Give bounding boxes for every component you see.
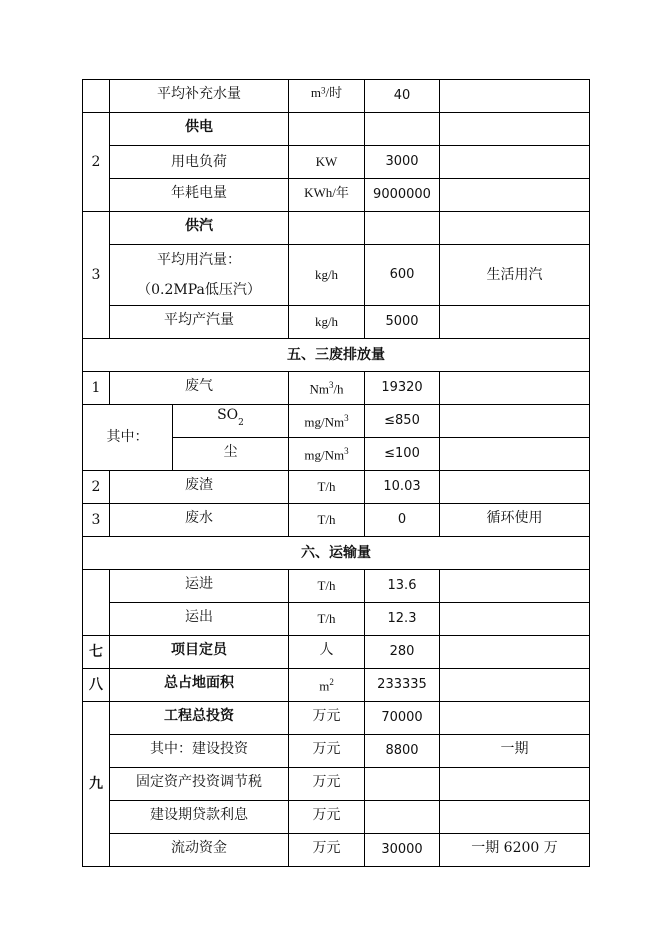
value-cell: 70000	[365, 702, 440, 735]
section-heading: 六、运输量	[83, 537, 590, 570]
unit-cell: 万元	[289, 801, 365, 834]
note-cell	[440, 603, 590, 636]
section-heading: 五、三废排放量	[83, 339, 590, 372]
note-cell	[440, 471, 590, 504]
note-cell	[440, 702, 590, 735]
sub-item-label: 其中：	[83, 405, 173, 471]
item-label: 用电负荷	[110, 146, 289, 179]
row-number	[83, 80, 110, 113]
table-row	[83, 212, 590, 245]
note-cell	[440, 113, 590, 146]
unit-cell: KW	[289, 146, 365, 179]
note-cell: 循环使用	[440, 504, 590, 537]
table-row	[83, 146, 590, 179]
value-cell: 30000	[365, 834, 440, 867]
table-row	[83, 245, 590, 306]
unit-cell: 万元	[289, 702, 365, 735]
unit-cell: mg/Nm$^3$	[289, 405, 365, 438]
note-cell	[440, 801, 590, 834]
value-cell: ≤850	[365, 405, 440, 438]
note-cell	[440, 438, 590, 471]
note-cell	[440, 179, 590, 212]
value-cell: 3000	[365, 146, 440, 179]
unit-cell: 万元	[289, 768, 365, 801]
unit-cell: T/h	[289, 603, 365, 636]
unit-cell: T/h	[289, 504, 365, 537]
note-cell: 一期	[440, 735, 590, 768]
item-label: 尘	[173, 438, 289, 471]
item-label: 平均用汽量： （0.2MPa低压汽）	[110, 245, 289, 306]
data-table	[82, 79, 590, 867]
group-heading: 供电	[110, 113, 289, 146]
item-label: 废水	[110, 504, 289, 537]
item-label: $SO_2$	[173, 405, 289, 438]
unit-cell: KWh/年	[289, 179, 365, 212]
item-label: 其中：建设投资	[110, 735, 289, 768]
table-row	[83, 537, 590, 570]
value-cell	[365, 113, 440, 146]
unit-cell: T/h	[289, 570, 365, 603]
value-cell: 600	[365, 245, 440, 306]
unit-cell: 万元	[289, 834, 365, 867]
item-label: 工程总投资	[110, 702, 289, 735]
item-label: 废渣	[110, 471, 289, 504]
unit-cell: $m^2$	[289, 669, 365, 702]
table-row	[83, 80, 590, 113]
note-cell	[440, 372, 590, 405]
unit-cell: 万元	[289, 735, 365, 768]
table-row	[83, 702, 590, 735]
item-label: 年耗电量	[110, 179, 289, 212]
table-row	[83, 735, 590, 768]
group-heading: 供汽	[110, 212, 289, 245]
row-number: 3	[83, 504, 110, 537]
item-label: 建设期贷款利息	[110, 801, 289, 834]
item-label: 流动资金	[110, 834, 289, 867]
item-label: 平均补充水量	[110, 80, 289, 113]
table-row	[83, 113, 590, 146]
table-row	[83, 636, 590, 669]
table-row	[83, 603, 590, 636]
item-label: 废气	[110, 372, 289, 405]
row-number: 2	[83, 471, 110, 504]
row-number: 1	[83, 372, 110, 405]
note-cell	[440, 212, 590, 245]
note-cell: 生活用汽	[440, 245, 590, 306]
unit-cell	[289, 113, 365, 146]
value-cell: 12.3	[365, 603, 440, 636]
table-row	[83, 669, 590, 702]
note-cell	[440, 636, 590, 669]
row-number	[83, 570, 110, 636]
unit-cell: kg/h	[289, 245, 365, 306]
value-cell: 19320	[365, 372, 440, 405]
note-cell	[440, 80, 590, 113]
table-row	[83, 834, 590, 867]
value-cell: 280	[365, 636, 440, 669]
item-label: 项目定员	[110, 636, 289, 669]
table-row	[83, 339, 590, 372]
value-cell: ≤100	[365, 438, 440, 471]
table-row	[83, 405, 590, 438]
unit-cell: T/h	[289, 471, 365, 504]
row-number: 八	[83, 669, 110, 702]
note-cell	[440, 570, 590, 603]
unit-cell: mg/Nm$^3$	[289, 438, 365, 471]
table-row	[83, 179, 590, 212]
note-cell	[440, 306, 590, 339]
value-cell	[365, 768, 440, 801]
note-cell: 一期 6200 万	[440, 834, 590, 867]
unit-cell: Nm$^3$/h	[289, 372, 365, 405]
note-cell	[440, 669, 590, 702]
value-cell: 8800	[365, 735, 440, 768]
value-cell: 5000	[365, 306, 440, 339]
item-label: 总占地面积	[110, 669, 289, 702]
row-number: 2	[83, 113, 110, 212]
value-cell: 233335	[365, 669, 440, 702]
unit-cell: $m^3/$时	[289, 80, 365, 113]
table-row	[83, 471, 590, 504]
note-cell	[440, 768, 590, 801]
value-cell: 13.6	[365, 570, 440, 603]
item-label: 平均产汽量	[110, 306, 289, 339]
value-cell	[365, 801, 440, 834]
item-label: 运进	[110, 570, 289, 603]
value-cell: 40	[365, 80, 440, 113]
item-label: 运出	[110, 603, 289, 636]
value-cell: 10.03	[365, 471, 440, 504]
unit-cell: kg/h	[289, 306, 365, 339]
row-number: 七	[83, 636, 110, 669]
table-row	[83, 801, 590, 834]
unit-cell: 人	[289, 636, 365, 669]
table-row	[83, 306, 590, 339]
note-cell	[440, 146, 590, 179]
value-cell	[365, 212, 440, 245]
table-row	[83, 768, 590, 801]
row-number: 3	[83, 212, 110, 339]
item-label: 固定资产投资调节税	[110, 768, 289, 801]
table-row	[83, 570, 590, 603]
table-row	[83, 504, 590, 537]
note-cell	[440, 405, 590, 438]
unit-cell	[289, 212, 365, 245]
table-row	[83, 372, 590, 405]
row-number: 九	[83, 702, 110, 867]
value-cell: 9000000	[365, 179, 440, 212]
value-cell: 0	[365, 504, 440, 537]
